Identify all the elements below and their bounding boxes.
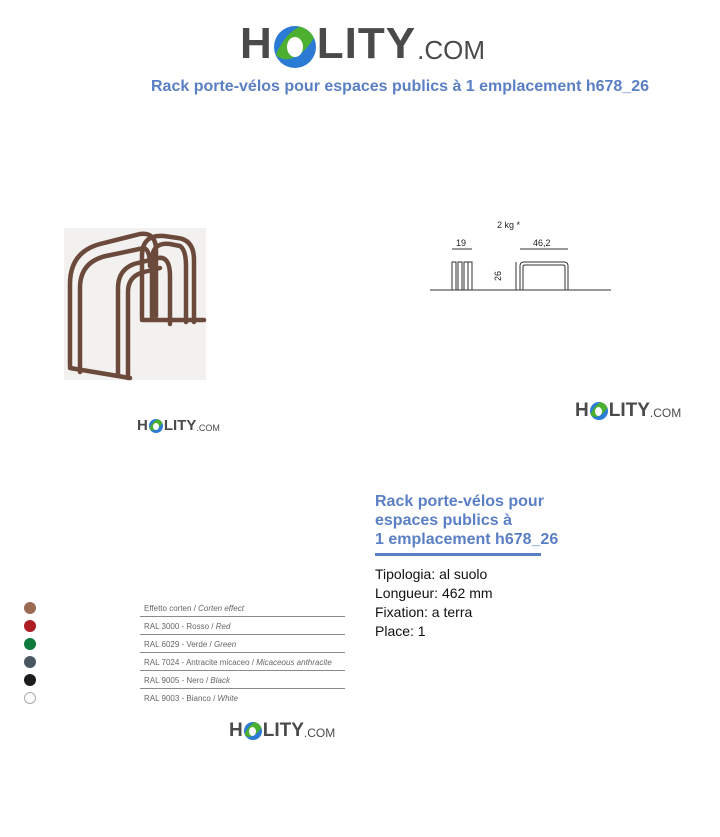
swatch-black[interactable] bbox=[24, 674, 36, 686]
dim-height: 26 bbox=[493, 270, 504, 282]
product-name: Rack porte-vélos pour espaces publics à 1 emplacement h678_26 bbox=[375, 493, 559, 548]
dim-front-width: 46,2 bbox=[533, 238, 551, 248]
logo-o-icon bbox=[244, 722, 262, 740]
logo-suffix: .COM bbox=[417, 35, 485, 65]
swatch-green[interactable] bbox=[24, 638, 36, 650]
color-row-red: RAL 3000 - Rosso / Red bbox=[140, 618, 345, 635]
dim-side-width: 19 bbox=[456, 238, 467, 248]
color-row-white: RAL 9003 - Bianco / White bbox=[144, 694, 238, 703]
color-row-black: RAL 9005 - Nero / Black bbox=[140, 672, 345, 689]
spec-fixation: Fixation: a terra bbox=[375, 604, 473, 620]
logo-o-icon bbox=[274, 26, 316, 68]
bike-rack-photo bbox=[60, 226, 210, 384]
brand-logo-small-3: H LITY .COM bbox=[229, 718, 335, 740]
spec-place: Place: 1 bbox=[375, 623, 426, 639]
color-row-corten: Effetto corten / Corten effect bbox=[140, 600, 345, 617]
logo-o-icon bbox=[149, 419, 163, 433]
title-underline bbox=[375, 553, 541, 556]
brand-logo-small-2: H LITY .COM bbox=[575, 398, 681, 420]
spec-typology: Tipologia: al suolo bbox=[375, 566, 488, 582]
spec-length: Longueur: 462 mm bbox=[375, 585, 493, 601]
logo-o-icon bbox=[590, 402, 608, 420]
logo-text-left: H bbox=[240, 19, 273, 68]
color-row-green: RAL 6029 - Verde / Green bbox=[140, 636, 345, 653]
brand-logo-small-1: H LITY .COM bbox=[137, 417, 220, 434]
brand-logo[interactable] bbox=[240, 10, 485, 66]
technical-drawing bbox=[430, 246, 614, 294]
product-specs bbox=[375, 565, 493, 641]
swatch-anthracite[interactable] bbox=[24, 656, 36, 668]
logo-text-right: LITY bbox=[316, 19, 417, 68]
swatch-corten[interactable] bbox=[24, 602, 36, 614]
page-title: Rack porte-vélos pour espaces publics à 1 emplacement h678_26 bbox=[151, 78, 649, 95]
swatch-red[interactable] bbox=[24, 620, 36, 632]
color-row-anthracite: RAL 7024 - Antracite micaceo / Micaceous anthracite bbox=[140, 654, 345, 671]
weight-label: 2 kg * bbox=[497, 220, 521, 230]
swatch-white[interactable] bbox=[24, 692, 36, 704]
